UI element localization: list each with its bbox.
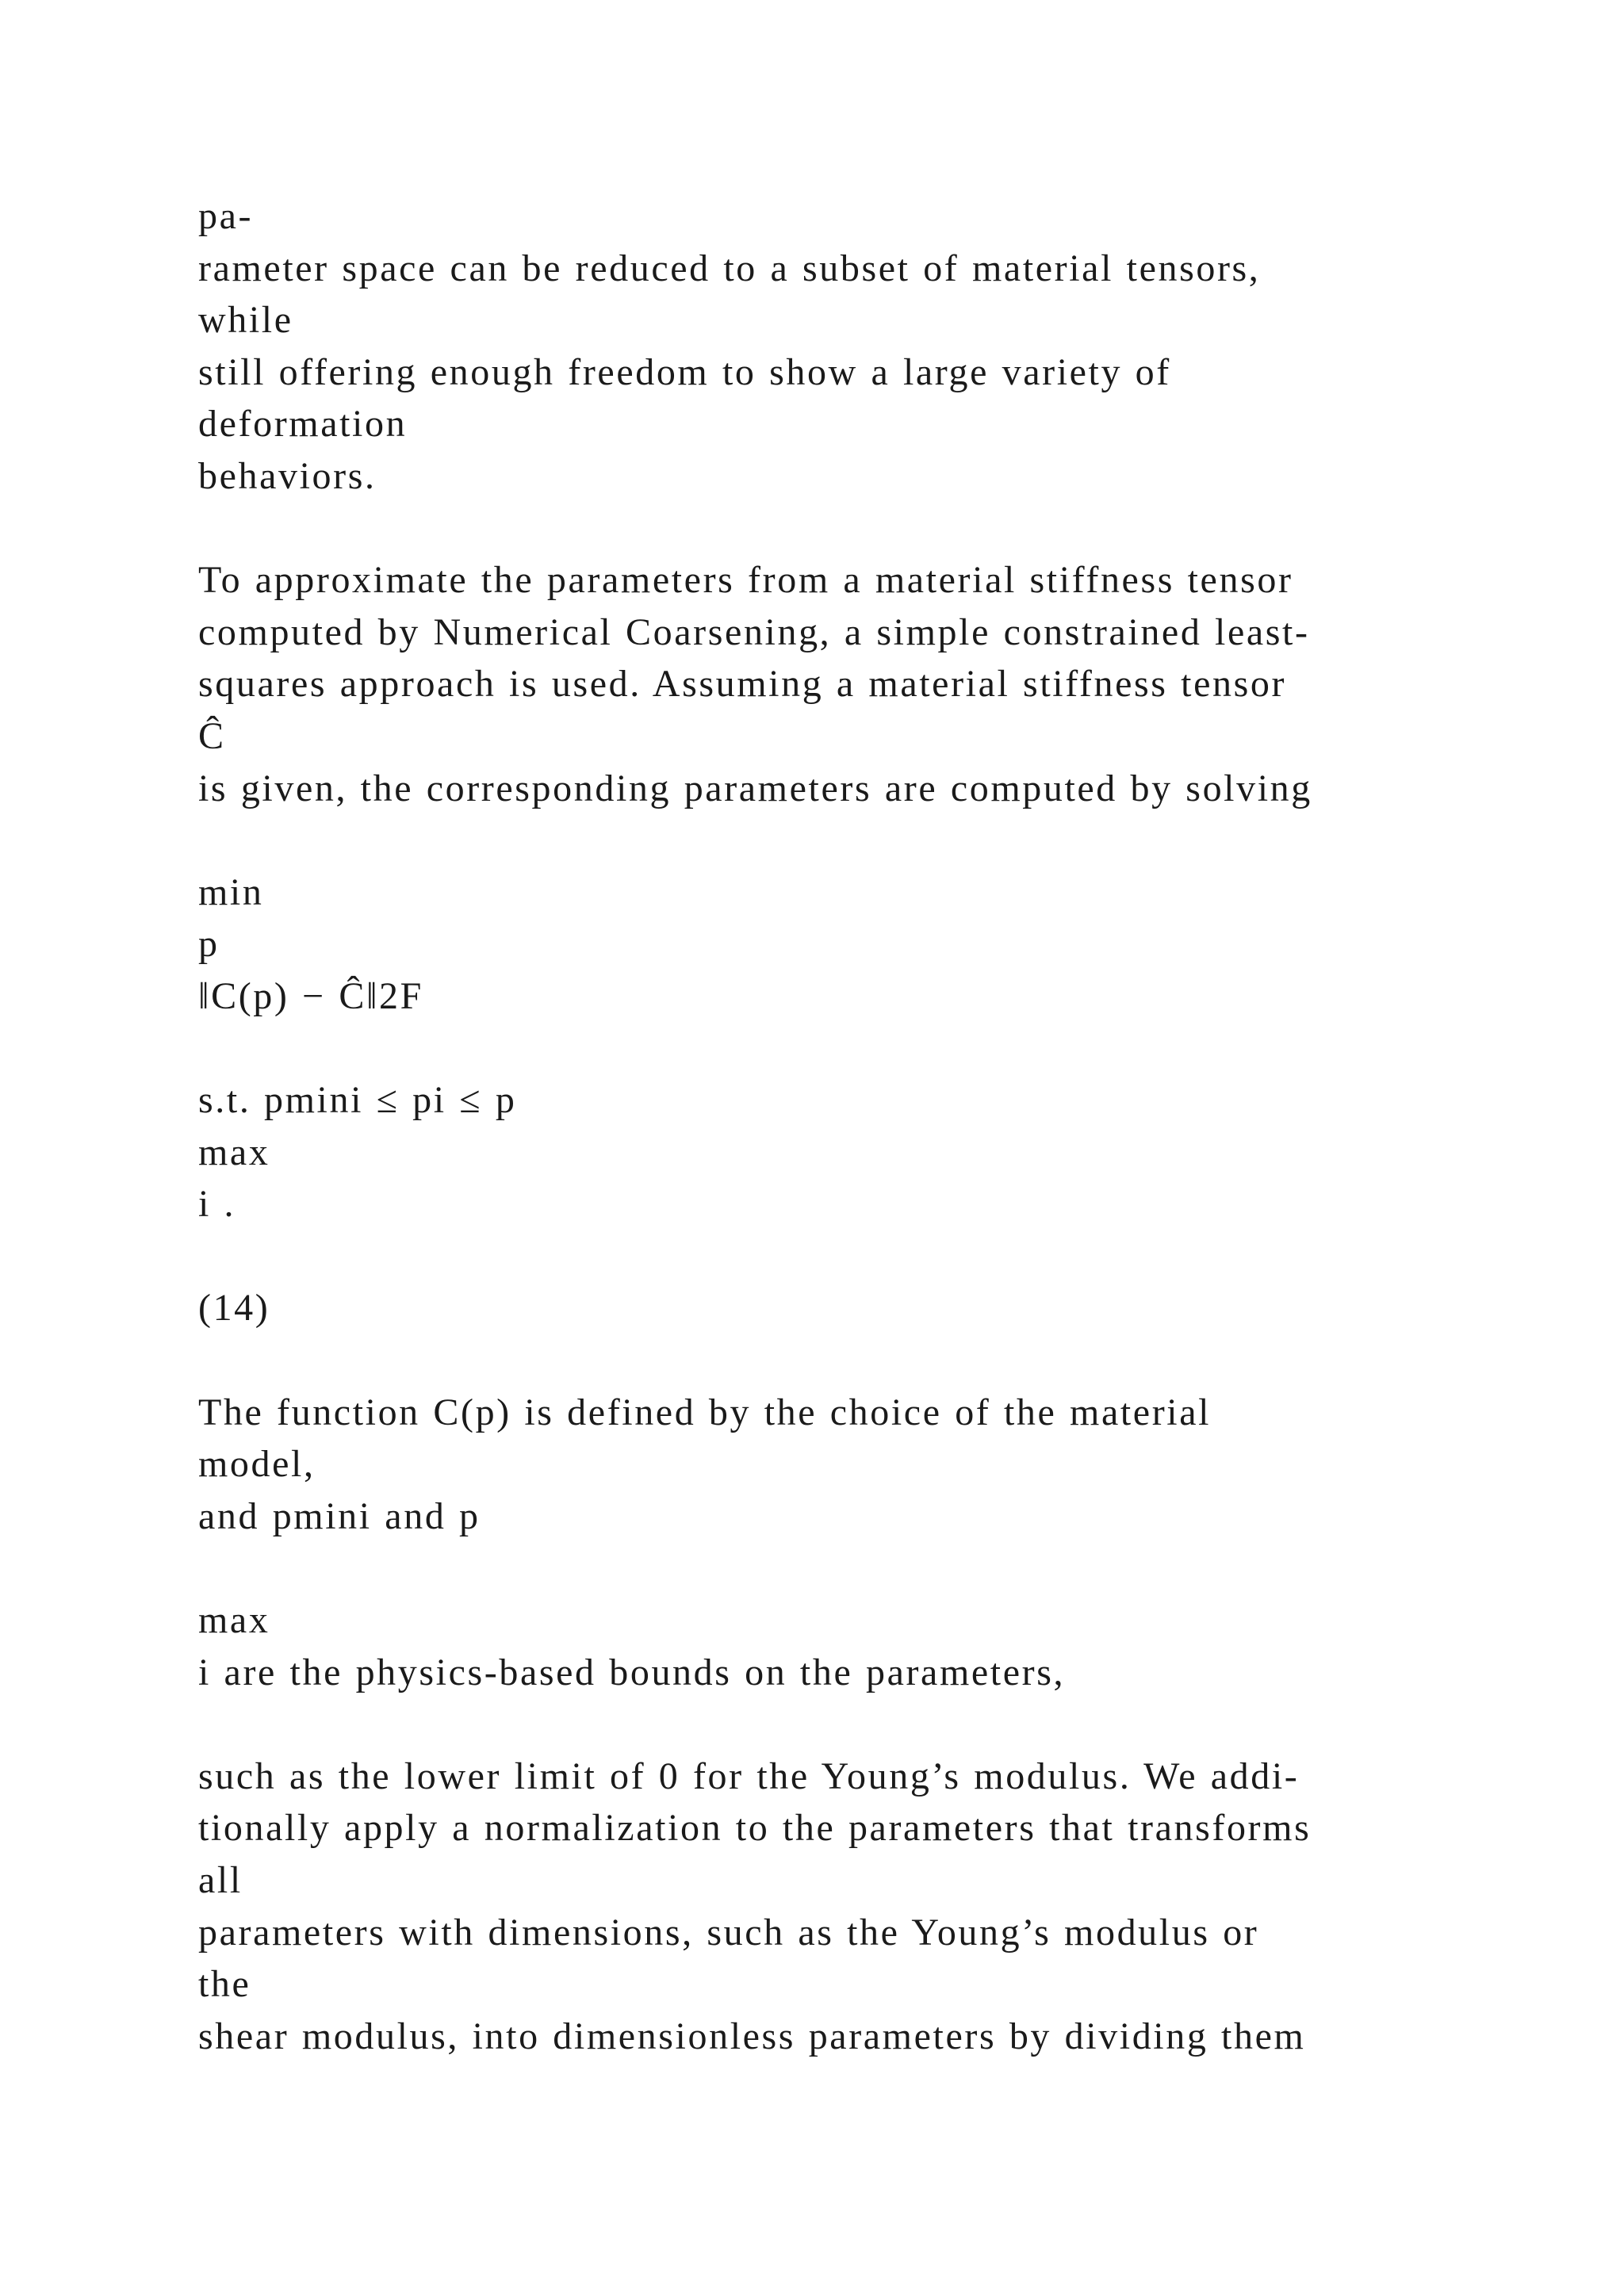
text-line: deformation xyxy=(198,403,408,446)
body-text xyxy=(198,190,1546,2062)
blank-line xyxy=(198,814,1546,867)
equation-line: min xyxy=(198,871,264,913)
math-symbol-line: Ĉ xyxy=(198,714,226,757)
text-line: shear modulus, into dimensionless parameters by dividing them xyxy=(198,2015,1306,2057)
text-line: computed by Numerical Coarsening, a simple constrained least- xyxy=(198,610,1310,653)
text-line: the xyxy=(198,1963,251,2006)
blank-line xyxy=(198,1542,1546,1594)
text-line: parameters with dimensions, such as the Young’s modulus or xyxy=(198,1911,1259,1954)
equation-line: p xyxy=(198,923,220,966)
text-line: behaviors. xyxy=(198,454,377,497)
text-line: while xyxy=(198,299,293,342)
text-line: To approximate the parameters from a material stiffness tensor xyxy=(198,559,1293,602)
text-line: rameter space can be reduced to a subset of material tensors, xyxy=(198,247,1261,289)
equation-constraint-line: max xyxy=(198,1131,270,1173)
text-line: squares approach is used. Assuming a material stiffness tensor xyxy=(198,663,1287,706)
text-line: max xyxy=(198,1599,270,1642)
text-line: model, xyxy=(198,1443,316,1486)
text-line: still offering enough freedom to show a large variety of xyxy=(198,350,1171,393)
text-line: tionally apply a normalization to the parameters that transforms xyxy=(198,1807,1312,1850)
blank-line xyxy=(198,503,1546,555)
blank-line xyxy=(198,1230,1546,1283)
text-line: such as the lower limit of 0 for the Young’s modulus. We addi- xyxy=(198,1755,1300,1797)
text-line: i are the physics-based bounds on the parameters, xyxy=(198,1651,1066,1693)
text-line: pa- xyxy=(198,195,254,237)
equation-line: ‖C(p) − Ĉ‖2F xyxy=(198,974,423,1017)
equation-number: (14) xyxy=(198,1287,270,1330)
text-line: The function C(p) is defined by the choice of the material xyxy=(198,1391,1212,1433)
text-line: and pmini and p xyxy=(198,1494,481,1537)
text-line: is given, the corresponding parameters are computed by solving xyxy=(198,767,1312,809)
equation-constraint-line: i . xyxy=(198,1183,236,1226)
blank-line xyxy=(198,1698,1546,1751)
text-line: all xyxy=(198,1859,243,1901)
blank-line xyxy=(198,1334,1546,1387)
equation-constraint-line: s.t. pmini ≤ pi ≤ p xyxy=(198,1079,517,1122)
blank-line xyxy=(198,1023,1546,1075)
